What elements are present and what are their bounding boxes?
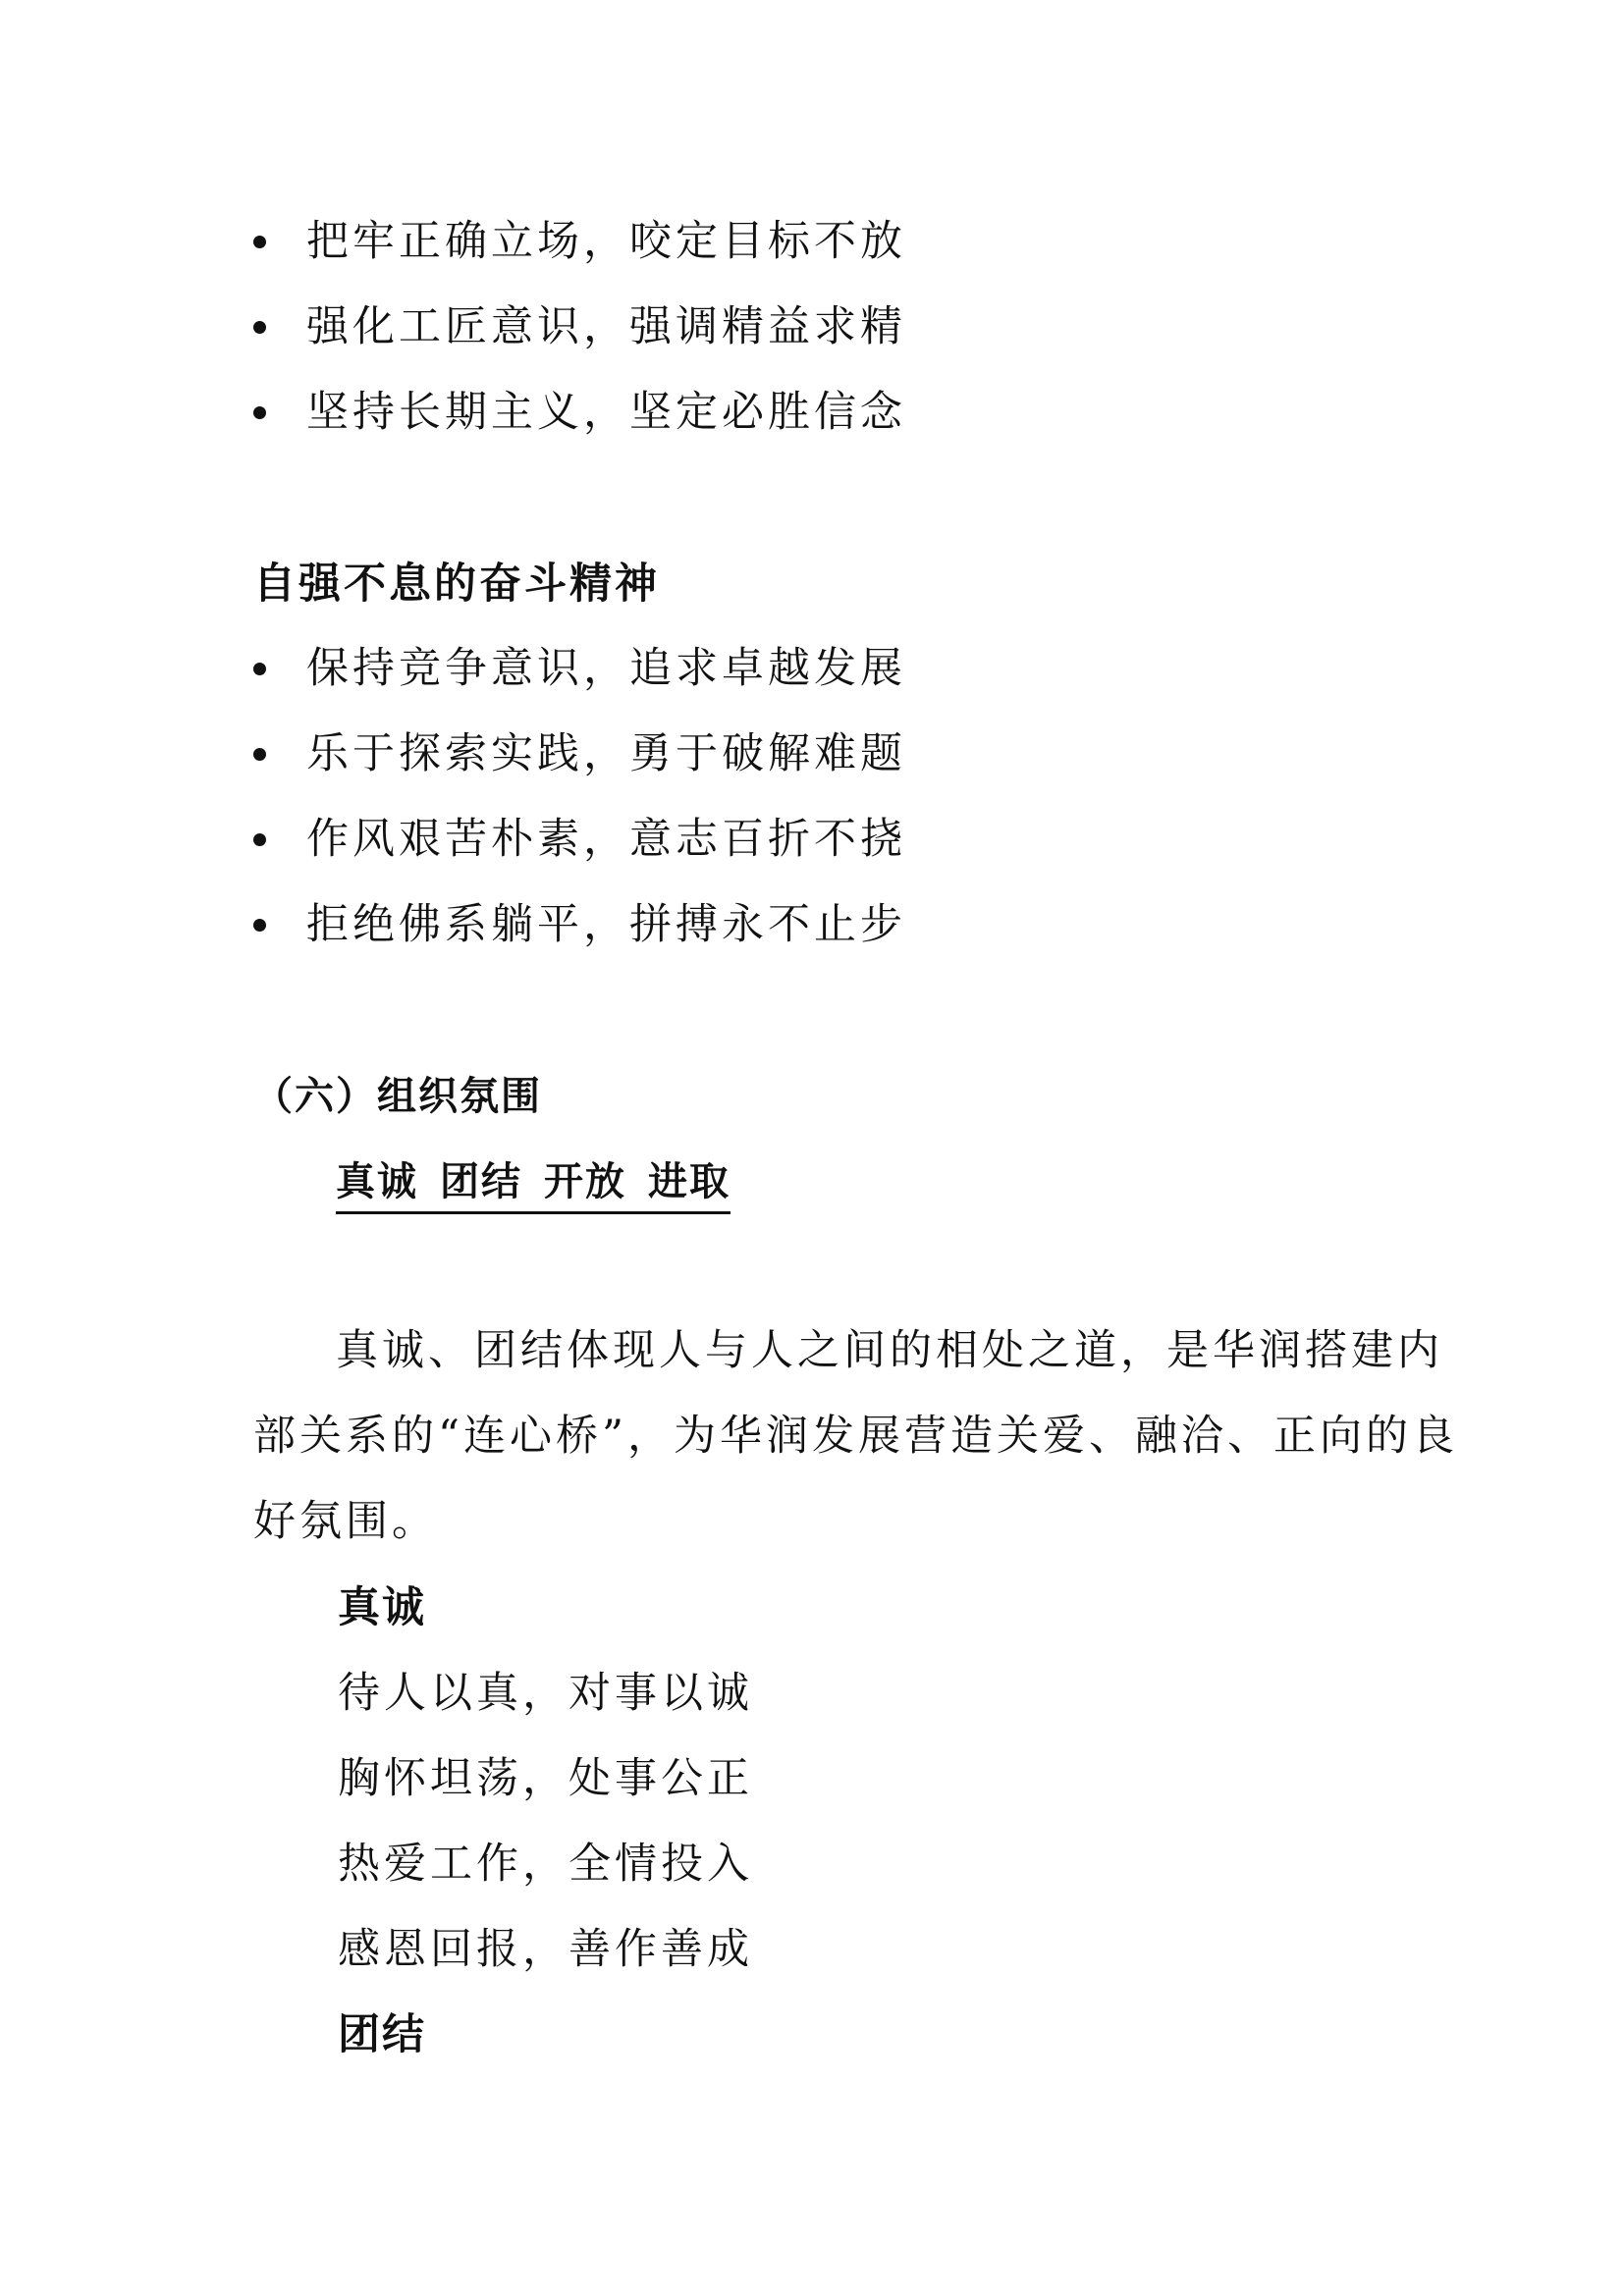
motto-word: 开放 [544,1159,626,1204]
value-line: 待人以真，对事以诚 [338,1669,753,1718]
bullet-dot-icon [253,748,266,761]
motto-word: 进取 [648,1159,731,1204]
paragraph-line: 好氛围。 [253,1497,438,1546]
bullet-text: 乐于探索实践，勇于破解难题 [306,729,906,778]
bullet-text: 拒绝佛系躺平，拼搏永不止步 [306,900,906,949]
bullet-dot-icon [253,833,266,846]
section-heading: 自强不息的奋斗精神 [253,560,660,609]
bullet-dot-icon [253,406,266,419]
bullet-dot-icon [253,919,266,932]
bullet-dot-icon [253,663,266,675]
motto-word: 团结 [440,1159,522,1204]
bullet-dot-icon [253,321,266,334]
motto-word: 真诚 [336,1159,418,1204]
value-line: 热爱工作，全情投入 [338,1840,753,1889]
bullet-text: 保持竞争意识，追求卓越发展 [306,644,906,693]
bullet-dot-icon [253,236,266,248]
bullet-text: 把牢正确立场，咬定目标不放 [306,217,906,266]
value-line: 胸怀坦荡，处事公正 [338,1754,753,1803]
section-heading: （六）组织氛围 [253,1074,542,1119]
motto-underlined [336,1154,731,1214]
bullet-text: 作风艰苦朴素，意志百折不挠 [306,815,906,864]
bullet-text: 强化工匠意识，强调精益求精 [306,302,906,351]
value-line: 感恩回报，善作善成 [338,1925,753,1974]
subsection-heading: 真诚 [338,1583,426,1632]
subsection-heading: 团结 [338,2010,426,2059]
bullet-text: 坚持长期主义，坚定必胜信念 [306,388,906,437]
paragraph-line: 真诚、团结体现人与人之间的相处之道，是华润搭建内 [336,1326,1443,1375]
paragraph-line: 部关系的“连心桥”，为华润发展营造关爱、融洽、正向的良 [253,1412,1458,1461]
